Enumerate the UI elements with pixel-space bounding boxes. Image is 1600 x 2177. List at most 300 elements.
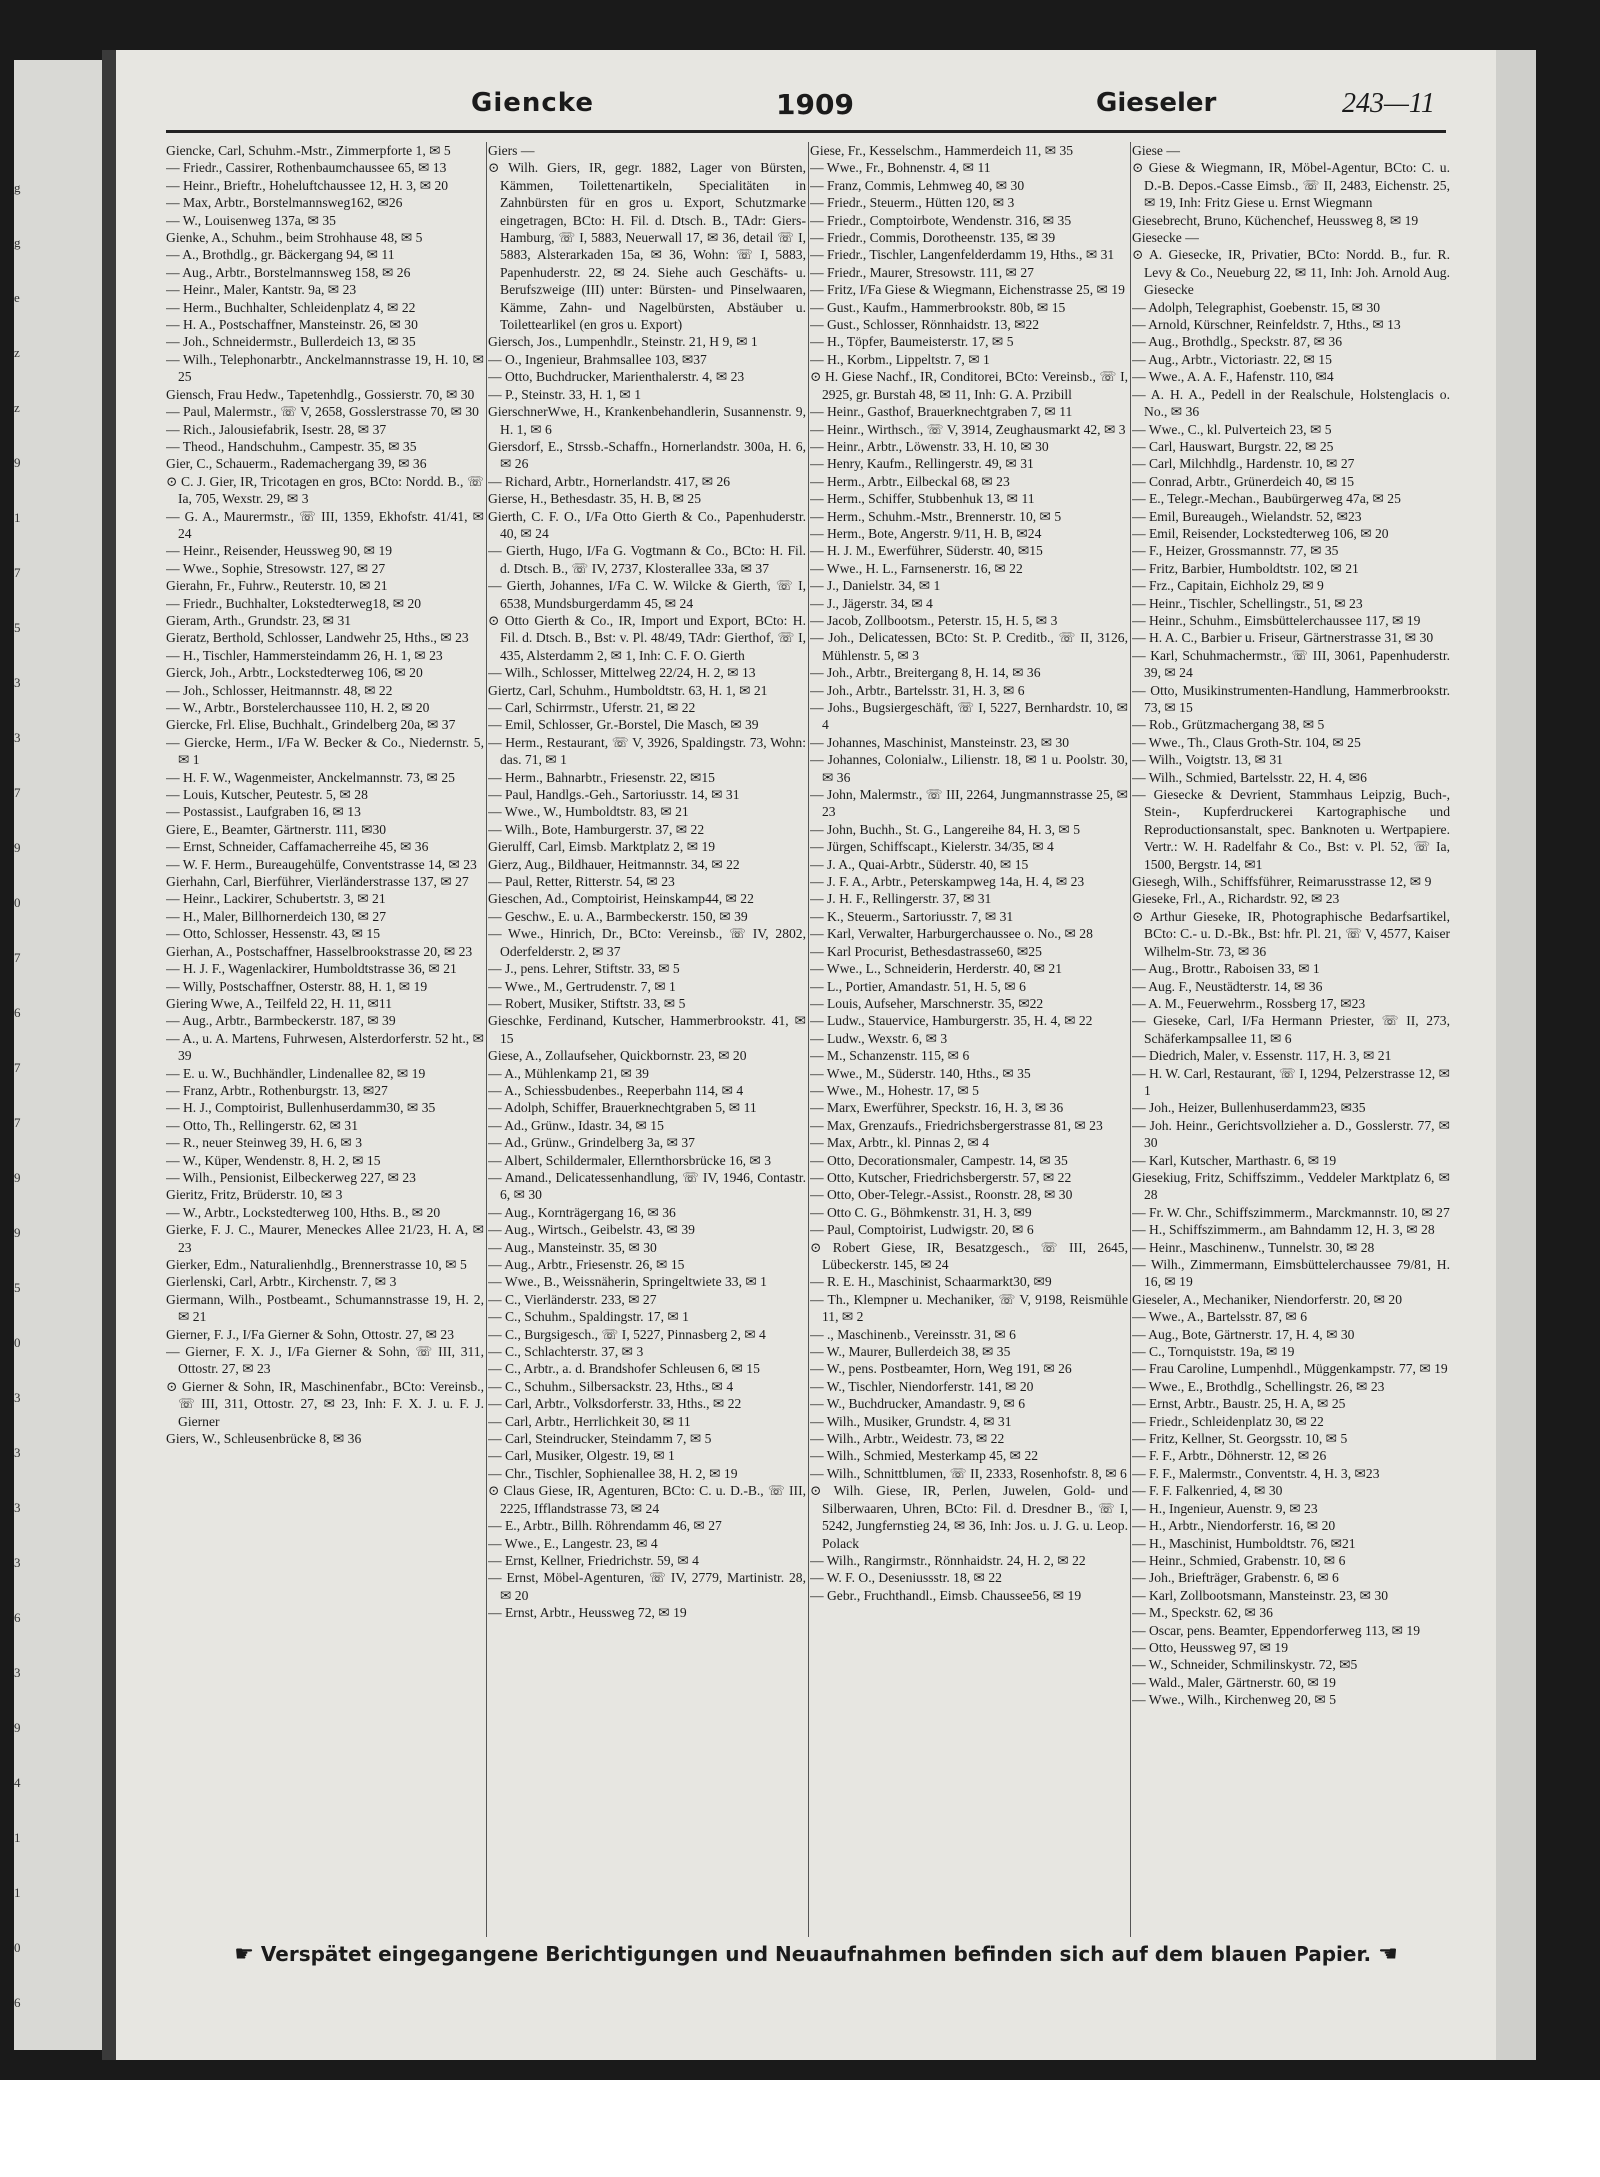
- directory-entry: Gierse, H., Bethesdastr. 35, H. B, ✉ 25: [488, 491, 702, 507]
- directory-entry: — Wwe., Hinrich, Dr., BCto: Vereinsb., ☏ IV, 2802, Oderfelderstr. 2, ✉ 37: [488, 926, 806, 959]
- directory-entry: — Ad., Grünw., Grindelberg 3a, ✉ 37: [488, 1135, 695, 1151]
- book-gutter: [102, 50, 116, 2060]
- directory-entry: — Ernst, Schneider, Caffamacherreihe 45, ✉ 36: [166, 839, 429, 855]
- directory-entry: — Wwe., Wilh., Kirchenweg 20, ✉ 5: [1132, 1692, 1337, 1708]
- directory-entry: — H. J. M., Ewerführer, Süderstr. 40, ✉15: [810, 543, 1043, 559]
- directory-entry: ⊙ Giese & Wiegmann, IR, Möbel-Agentur, BCto: C. u. D.-B. Depos.-Casse Eimsb., ☏ II, 2483, Eichenstr. 25, ✉ 19, Inh: Fritz Giese u. Ernst Wiegmann: [1132, 160, 1450, 211]
- directory-entry: — Th., Klempner u. Mechaniker, ☏ V, 9198, Reismühle 11, ✉ 2: [810, 1291, 1128, 1325]
- directory-entry: — Franz, Commis, Lehmweg 40, ✉ 30: [810, 177, 1025, 193]
- directory-entry: — J., Jägerstr. 34, ✉ 4: [810, 595, 933, 611]
- directory-entry: — Emil, Reisender, Lockstedterweg 106, ✉ 20: [1132, 525, 1389, 541]
- directory-entry: — Aug., Mansteinstr. 35, ✉ 30: [488, 1239, 657, 1255]
- directory-entry: — Wwe., H. L., Farnsenerstr. 16, ✉ 22: [810, 560, 1023, 576]
- directory-entry: — H. A. C., Barbier u. Friseur, Gärtnerstrasse 31, ✉ 30: [1132, 630, 1434, 646]
- directory-entry: — Adolph, Telegraphist, Goebenstr. 15, ✉ 30: [1132, 299, 1381, 315]
- directory-entry: ⊙ Wilh. Giese, IR, Perlen, Juwelen, Gold- und Silberwaaren, Uhren, BCto: Fil. d. Dresdner B., ☏ I, 5242, Jungfernstieg 24, ✉ 36, Inh: Jos. u. J. G. u. Leop. Polack: [810, 1483, 1128, 1551]
- directory-entry: — Wwe., M., Hohestr. 17, ✉ 5: [810, 1082, 979, 1098]
- directory-entry: — Gust., Kaufm., Hammerbrookstr. 80b, ✉ 15: [810, 299, 1066, 315]
- directory-entry: Giers —: [488, 143, 535, 158]
- directory-entry: Gierke, F. J. C., Maurer, Meneckes Allee 21/23, H. A, ✉ 23: [166, 1222, 484, 1255]
- directory-entry: — Wwe., C., kl. Pulverteich 23, ✉ 5: [1132, 421, 1332, 437]
- directory-entry: — Heinr., Maschinenw., Tunnelstr. 30, ✉ 28: [1132, 1239, 1375, 1255]
- directory-entry: — Joh., Arbtr., Breitergang 8, H. 14, ✉ 36: [810, 665, 1041, 681]
- column-divider: [808, 142, 809, 1937]
- directory-entry: — H. A., Postschaffner, Mansteinstr. 26, ✉ 30: [166, 317, 418, 333]
- directory-entry: GierschnerWwe, H., Krankenbehandlerin, Susannenstr. 9, H. 1, ✉ 6: [488, 404, 806, 437]
- previous-page-fragment: 4: [14, 1775, 21, 1790]
- directory-entry: — Wald., Maler, Gärtnerstr. 60, ✉ 19: [1132, 1674, 1336, 1690]
- column-divider: [1130, 142, 1131, 1937]
- directory-entry: — Heinr., Lackirer, Schubertstr. 3, ✉ 21: [166, 891, 386, 907]
- directory-entry: — ., Maschinenb., Vereinsstr. 31, ✉ 6: [810, 1326, 1016, 1342]
- directory-entry: — W., Tischler, Niendorferstr. 141, ✉ 20: [810, 1378, 1034, 1394]
- directory-entry: — Carl, Arbtr., Herrlichkeit 30, ✉ 11: [488, 1413, 691, 1429]
- directory-entry: — Ernst, Arbtr., Heussweg 72, ✉ 19: [488, 1605, 687, 1621]
- directory-entry: — M., Speckstr. 62, ✉ 36: [1132, 1605, 1273, 1621]
- directory-entry: — Friedr., Buchhalter, Lokstedterweg18, ✉ 20: [166, 595, 422, 611]
- directory-entry: — W. F. Herm., Bureaugehülfe, Conventstrasse 14, ✉ 23: [166, 856, 477, 872]
- directory-entry: Giertz, Carl, Schuhm., Humboldtstr. 63, H. 1, ✉ 21: [488, 682, 768, 698]
- directory-entry: — Gierth, Johannes, I/Fa C. W. Wilcke & Gierth, ☏ I, 6538, Mundsburgerdamm 45, ✉ 24: [488, 578, 806, 611]
- directory-entry: — Franz, Arbtr., Rothenburgstr. 13, ✉27: [166, 1082, 388, 1098]
- directory-entry: — Wwe., Fr., Bohnenstr. 4, ✉ 11: [810, 160, 991, 176]
- directory-entry: — Friedr., Schleidenplatz 30, ✉ 22: [1132, 1413, 1324, 1429]
- directory-entry: Gierlenski, Carl, Arbtr., Kirchenstr. 7, ✉ 3: [166, 1274, 397, 1290]
- directory-entry: — C., Schuhm., Spaldingstr. 17, ✉ 1: [488, 1309, 689, 1325]
- directory-entry: — W., Maurer, Bullerdeich 38, ✉ 35: [810, 1344, 1011, 1360]
- directory-entry: — Emil, Schlosser, Gr.-Borstel, Die Masch, ✉ 39: [488, 717, 759, 733]
- directory-entry: — Heinr., Arbtr., Löwenstr. 33, H. 10, ✉ 30: [810, 438, 1049, 454]
- header-last-entry: Gieseler: [1096, 88, 1217, 118]
- directory-entry: — Joh., Briefträger, Grabenstr. 6, ✉ 6: [1132, 1570, 1339, 1586]
- directory-entry: — Wilh., Schmied, Bartelsstr. 22, H. 4, ✉6: [1132, 769, 1367, 785]
- previous-page-fragment: 3: [14, 730, 21, 745]
- directory-entry: — Frau Caroline, Lumpenhdl., Müggenkampstr. 77, ✉ 19: [1132, 1361, 1448, 1377]
- column-divider: [486, 142, 487, 1937]
- previous-page-fragment: 7: [14, 1115, 21, 1130]
- directory-entry: — Joh., Delicatessen, BCto: St. P. Creditb., ☏ II, 3126, Mühlenstr. 5, ✉ 3: [810, 630, 1128, 663]
- directory-entry: — J. H. F., Rellingerstr. 37, ✉ 31: [810, 891, 992, 907]
- directory-entry: — Albert, Schildermaler, Ellernthorsbrücke 16, ✉ 3: [488, 1152, 772, 1168]
- directory-entry: — Henry, Kaufm., Rellingerstr. 49, ✉ 31: [810, 456, 1034, 472]
- previous-page-fragment: 1: [14, 1885, 21, 1900]
- directory-entry: Gieschke, Ferdinand, Kutscher, Hammerbrookstr. 41, ✉ 15: [488, 1013, 806, 1046]
- directory-entry: ⊙ A. Giesecke, IR, Privatier, BCto: Nordd. B., fur. R. Levy & Co., Neueburg 22, ✉ 11, Inh: Joh. Arnold Aug. Giesecke: [1132, 247, 1450, 298]
- directory-entry: Giercke, Frl. Elise, Buchhalt., Grindelberg 20a, ✉ 37: [166, 717, 456, 733]
- directory-entry: Gieratz, Berthold, Schlosser, Landwehr 25, Hths., ✉ 23: [166, 630, 469, 646]
- directory-entry: — R. E. H., Maschinist, Schaarmarkt30, ✉9: [810, 1274, 1052, 1290]
- directory-entry: — Postassist., Laufgraben 16, ✉ 13: [166, 804, 361, 820]
- directory-entry: — A. H. A., Pedell in der Realschule, Holstenglacis o. No., ✉ 36: [1132, 386, 1450, 420]
- directory-entry: — J. A., Quai-Arbtr., Süderstr. 40, ✉ 15: [810, 856, 1029, 872]
- previous-page-fragment: z: [14, 400, 20, 415]
- directory-entry: Giermann, Wilh., Postbeamt., Schumannstrasse 19, H. 2, ✉ 21: [166, 1291, 484, 1325]
- directory-entry: — H., Töpfer, Baumeisterstr. 17, ✉ 5: [810, 334, 1014, 350]
- directory-entry: — Wilh., Schnittblumen, ☏ II, 2333, Rosenhofstr. 8, ✉ 6: [810, 1465, 1127, 1481]
- directory-entry: Giersdorf, E., Strssb.-Schaffn., Hornerlandstr. 300a, H. 6, ✉ 26: [488, 438, 806, 472]
- directory-entry: — Wwe., E., Brothdlg., Schellingstr. 26, ✉ 23: [1132, 1378, 1385, 1394]
- directory-entry: ⊙ Claus Giese, IR, Agenturen, BCto: C. u. D.-B., ☏ III, 2225, Ifflandstrasse 73, ✉ 24: [488, 1483, 806, 1516]
- directory-entry: — Herm., Bahnarbtr., Friesenstr. 22, ✉15: [488, 769, 715, 785]
- directory-entry: — Rob., Grützmachergang 38, ✉ 5: [1132, 717, 1325, 733]
- directory-entry: Giese, A., Zollaufseher, Quickbornstr. 23, ✉ 20: [488, 1048, 747, 1064]
- directory-entry: — Karl, Schuhmachermstr., ☏ III, 3061, Papenhuderstr. 39, ✉ 24: [1132, 647, 1450, 681]
- directory-entry: — Friedr., Steuerm., Hütten 120, ✉ 3: [810, 195, 1015, 211]
- directory-entry: — Wwe., E., Langestr. 23, ✉ 4: [488, 1535, 658, 1551]
- directory-entry: — Joh. Heinr., Gerichtsvollzieher a. D., Gosslerstr. 77, ✉ 30: [1132, 1117, 1450, 1151]
- header-year: 1909: [776, 88, 854, 121]
- directory-entry: — W., Schneider, Schmilinskystr. 72, ✉5: [1132, 1657, 1358, 1673]
- directory-entry: — J. F. A., Arbtr., Peterskampweg 14a, H. 4, ✉ 23: [810, 874, 1085, 890]
- directory-entry: — Paul, Comptoirist, Ludwigstr. 20, ✉ 6: [810, 1222, 1034, 1238]
- directory-entry: — Heinr., Reisender, Heussweg 90, ✉ 19: [166, 543, 393, 559]
- directory-entry: Gierker, Edm., Naturalienhdlg., Brennerstrasse 10, ✉ 5: [166, 1257, 467, 1272]
- directory-entry: — W. F. O., Deseniussstr. 18, ✉ 22: [810, 1570, 1002, 1586]
- page-number: 243—11: [1342, 88, 1435, 119]
- directory-entry: — Heinr., Schmied, Grabenstr. 10, ✉ 6: [1132, 1552, 1346, 1568]
- directory-entry: — Ad., Grünw., Idastr. 34, ✉ 15: [488, 1117, 664, 1133]
- directory-entry: — Karl, Kutscher, Marthastr. 6, ✉ 19: [1132, 1152, 1337, 1168]
- directory-entry: — Ludw., Stauervice, Hamburgerstr. 35, H. 4, ✉ 22: [810, 1013, 1093, 1029]
- directory-entry: Giersch, Jos., Lumpenhdlr., Steinstr. 21, H 9, ✉ 1: [488, 334, 758, 350]
- directory-entry: — C., Tornquiststr. 19a, ✉ 19: [1132, 1344, 1295, 1360]
- directory-entry: — Giesecke & Devrient, Stammhaus Leipzig, Buch-, Stein-, Kupferdruckerei Kartographische und Reproductionsanstalt, spec. Banknoten u. Wertpapiere. Vertr.: W. H. Radelfahr & Co., Bst: v. Pl. 52, ☏ Ia, 1500, Bergstr. 14, ✉1: [1132, 787, 1450, 872]
- directory-entry: — A., u. A. Martens, Fuhrwesen, Alsterdorferstr. 52 ht., ✉ 39: [166, 1030, 484, 1064]
- directory-entry: — Wilh., Musiker, Grundstr. 4, ✉ 31: [810, 1413, 1012, 1429]
- directory-entry: — Otto C. G., Böhmkenstr. 31, H. 3, ✉9: [810, 1204, 1032, 1220]
- directory-entry: — Wwe., W., Humboldtstr. 83, ✉ 21: [488, 804, 689, 820]
- directory-entry: — C., Burgsigesch., ☏ I, 5227, Pinnasberg 2, ✉ 4: [488, 1326, 766, 1342]
- previous-page-fragment: 6: [14, 1005, 21, 1020]
- directory-entry: — P., Steinstr. 33, H. 1, ✉ 1: [488, 386, 642, 402]
- directory-entry: — E., Telegr.-Mechan., Baubürgerweg 47a, ✉ 25: [1132, 491, 1401, 507]
- directory-entry: — Wilh., Bote, Hamburgerstr. 37, ✉ 22: [488, 821, 705, 837]
- directory-entry: — Otto, Decorationsmaler, Campestr. 14, ✉ 35: [810, 1152, 1068, 1168]
- directory-entry: — Marx, Ewerführer, Speckstr. 16, H. 3, ✉ 36: [810, 1100, 1064, 1116]
- directory-entry: Gieschen, Ad., Comptoirist, Heinskamp44, ✉ 22: [488, 891, 754, 907]
- directory-entry: — Wilh., Pensionist, Eilbeckerweg 227, ✉ 23: [166, 1169, 416, 1185]
- column-2: [488, 142, 806, 1942]
- directory-entry: — Karl, Verwalter, Harburgerchaussee o. No., ✉ 28: [810, 926, 1093, 942]
- directory-entry: — Max, Grenzaufs., Friedrichsbergerstrasse 81, ✉ 23: [810, 1117, 1103, 1133]
- directory-entry: — Rich., Jalousiefabrik, Isestr. 28, ✉ 37: [166, 421, 387, 437]
- directory-entry: — Conrad, Arbtr., Grünerdeich 40, ✉ 15: [1132, 473, 1355, 489]
- directory-entry: — C., Vierländerstr. 233, ✉ 27: [488, 1291, 657, 1307]
- directory-entry: — John, Malermstr., ☏ III, 2264, Jungmannstrasse 25, ✉ 23: [810, 787, 1128, 820]
- directory-entry: — John, Buchh., St. G., Langereihe 84, H. 3, ✉ 5: [810, 821, 1081, 837]
- directory-entry: — Aug., Arbtr., Borstelmannsweg 158, ✉ 26: [166, 264, 411, 280]
- directory-entry: — Herm., Buchhalter, Schleidenplatz 4, ✉ 22: [166, 299, 416, 315]
- directory-entry: Gierth, C. F. O., I/Fa Otto Gierth & Co., Papenhuderstr. 40, ✉ 24: [488, 508, 806, 541]
- previous-page-fragment: z: [14, 345, 20, 360]
- directory-entry: — Gust., Schlosser, Rönnhaidstr. 13, ✉22: [810, 317, 1040, 333]
- directory-entry: ⊙ C. J. Gier, IR, Tricotagen en gros, BCto: Nordd. B., ☏ Ia, 705, Wexstr. 29, ✉ 3: [166, 473, 484, 507]
- directory-entry: — F. F., Arbtr., Döhnerstr. 12, ✉ 26: [1132, 1448, 1327, 1464]
- directory-entry: — Herm., Bote, Angerstr. 9/11, H. B, ✉24: [810, 525, 1042, 541]
- directory-entry: — L., Portier, Amandastr. 51, H. 5, ✉ 6: [810, 978, 1026, 994]
- previous-page-fragment: e: [14, 290, 20, 305]
- directory-entry: — Aug., Brottr., Raboisen 33, ✉ 1: [1132, 961, 1320, 977]
- column-3: [810, 142, 1128, 1942]
- directory-entry: — M., Schanzenstr. 115, ✉ 6: [810, 1048, 970, 1064]
- directory-entry: — Ernst, Arbtr., Baustr. 25, H. A, ✉ 25: [1132, 1396, 1346, 1412]
- directory-entry: — J., pens. Lehrer, Stiftstr. 33, ✉ 5: [488, 961, 680, 977]
- directory-entry: — Wilh., Rangirmstr., Rönnhaidstr. 24, H. 2, ✉ 22: [810, 1552, 1086, 1568]
- directory-entry: — Heinr., Wirthsch., ☏ V, 3914, Zeughausmarkt 42, ✉ 3: [810, 421, 1126, 437]
- directory-entry: — Frz., Capitain, Eichholz 29, ✉ 9: [1132, 578, 1324, 594]
- directory-entry: — Carl, Steindrucker, Steindamm 7, ✉ 5: [488, 1431, 712, 1447]
- directory-entry: — A., Brothdlg., gr. Bäckergang 94, ✉ 11: [166, 247, 395, 263]
- directory-entry: — Herm., Arbtr., Eilbeckal 68, ✉ 23: [810, 473, 1010, 489]
- directory-entry: — Otto, Heussweg 97, ✉ 19: [1132, 1639, 1289, 1655]
- directory-entry: Giesekiug, Fritz, Schiffszimm., Veddeler Marktplatz 6, ✉ 28: [1132, 1169, 1450, 1203]
- directory-entry: — Fritz, Kellner, St. Georgsstr. 10, ✉ 5: [1132, 1431, 1348, 1447]
- directory-entry: — E. u. W., Buchhändler, Lindenallee 82, ✉ 19: [166, 1065, 426, 1081]
- previous-page-fragment: 7: [14, 950, 21, 965]
- directory-entry: — W., Louisenweg 137a, ✉ 35: [166, 212, 336, 228]
- directory-entry: — Johannes, Colonialw., Lilienstr. 18, ✉ 1 u. Poolstr. 30, ✉ 36: [810, 752, 1128, 785]
- directory-entry: — H., Arbtr., Niendorferstr. 16, ✉ 20: [1132, 1518, 1336, 1534]
- previous-page-fragment: 0: [14, 895, 21, 910]
- directory-entry: — E., Arbtr., Billh. Röhrendamm 46, ✉ 27: [488, 1518, 722, 1534]
- directory-entry: Gierulff, Carl, Eimsb. Marktplatz 2, ✉ 19: [488, 839, 716, 855]
- directory-entry: — K., Steuerm., Sartoriusstr. 7, ✉ 31: [810, 908, 1014, 924]
- directory-entry: Giesegh, Wilh., Schiffsführer, Reimarusstrasse 12, ✉ 9: [1132, 874, 1432, 890]
- directory-entry: — F. F., Malermstr., Conventstr. 4, H. 3, ✉23: [1132, 1465, 1380, 1481]
- directory-entry: Gienke, A., Schuhm., beim Strohhause 48, ✉ 5: [166, 230, 423, 246]
- directory-entry: — C., Schuhm., Silbersackstr. 23, Hths., ✉ 4: [488, 1378, 734, 1394]
- footer-text: Verspätet eingegangene Berichtigungen und Neuaufnahmen befinden sich auf dem blauen Papier.: [260, 1942, 1372, 1966]
- directory-entry: — C., Schlachterstr. 37, ✉ 3: [488, 1344, 644, 1360]
- directory-entry: — Friedr., Tischler, Langenfelderdamm 19, Hths., ✉ 31: [810, 247, 1115, 263]
- directory-entry: — A. M., Feuerwehrm., Rossberg 17, ✉23: [1132, 995, 1366, 1011]
- directory-entry: — Fritz, Barbier, Humboldtstr. 102, ✉ 21: [1132, 560, 1359, 576]
- directory-entry: — Wilh., Arbtr., Weidestr. 73, ✉ 22: [810, 1431, 1005, 1447]
- directory-entry: — Heinr., Maler, Kantstr. 9a, ✉ 23: [166, 282, 357, 298]
- previous-page-fragment: 3: [14, 1555, 21, 1570]
- directory-entry: Gier, C., Schauerm., Rademachergang 39, ✉ 36: [166, 456, 427, 472]
- directory-entry: — H. W. Carl, Restaurant, ☏ I, 1294, Pelzerstrasse 12, ✉ 1: [1132, 1065, 1450, 1098]
- directory-entry: — Friedr., Maurer, Stresowstr. 111, ✉ 27: [810, 264, 1034, 280]
- directory-entry: — F. F. Falkenried, 4, ✉ 30: [1132, 1483, 1283, 1499]
- directory-entry: — H., Korbm., Lippeltstr. 7, ✉ 1: [810, 351, 990, 367]
- directory-entry: ⊙ Arthur Gieseke, IR, Photographische Bedarfsartikel, BCto: C.- u. D.-Bk., Bst: hfr. Pl. 21, ☏ V, 4577, Kaiser Wilhelm-Str. 73, ✉ 36: [1132, 908, 1450, 959]
- directory-entry: — Paul, Handlgs.-Geh., Sartoriusstr. 14, ✉ 31: [488, 787, 740, 803]
- directory-entry: — Otto, Musikinstrumenten-Handlung, Hammerbrookstr. 73, ✉ 15: [1132, 682, 1450, 715]
- directory-entry: — Aug., Arbtr., Victoriastr. 22, ✉ 15: [1132, 351, 1332, 367]
- directory-entry: — Johannes, Maschinist, Mansteinstr. 23, ✉ 30: [810, 734, 1070, 750]
- directory-entry: — Friedr., Comptoirbote, Wendenstr. 316, ✉ 35: [810, 212, 1072, 228]
- directory-entry: — Aug., Wirtsch., Geibelstr. 43, ✉ 39: [488, 1222, 695, 1238]
- previous-page-fragment: 1: [14, 1830, 21, 1845]
- directory-entry: — Joh., Schneidermstr., Bullerdeich 13, ✉ 35: [166, 334, 416, 350]
- directory-entry: — Robert, Musiker, Stiftstr. 33, ✉ 5: [488, 995, 686, 1011]
- directory-entry: — Aug., Kornträgergang 16, ✉ 36: [488, 1204, 676, 1220]
- directory-entry: — Otto, Ober-Telegr.-Assist., Roonstr. 28, ✉ 30: [810, 1187, 1073, 1203]
- directory-entry: — Louis, Aufseher, Marschnerstr. 35, ✉22: [810, 995, 1044, 1011]
- previous-page-fragment: 9: [14, 1170, 21, 1185]
- directory-entry: — H., Tischler, Hammersteindamm 26, H. 1, ✉ 23: [166, 647, 443, 663]
- directory-entry: — Wwe., B., Weissnäherin, Springeltwiete 33, ✉ 1: [488, 1274, 767, 1290]
- previous-page-fragment: 3: [14, 1445, 21, 1460]
- directory-entry: — Otto, Buchdrucker, Marienthalerstr. 4, ✉ 23: [488, 369, 745, 385]
- previous-page-fragment: 9: [14, 840, 21, 855]
- directory-entry: — Max, Arbtr., kl. Pinnas 2, ✉ 4: [810, 1135, 990, 1151]
- directory-entry: — Aug., Bote, Gärtnerstr. 17, H. 4, ✉ 30: [1132, 1326, 1355, 1342]
- directory-entry: — Carl, Hauswart, Burgstr. 22, ✉ 25: [1132, 438, 1334, 454]
- previous-page-fragment: 3: [14, 1665, 21, 1680]
- directory-entry: — Max, Arbtr., Borstelmannsweg162, ✉26: [166, 195, 403, 211]
- column-1: [166, 142, 484, 1942]
- directory-entry: — Carl, Musiker, Olgestr. 19, ✉ 1: [488, 1448, 675, 1464]
- directory-entry: Giese, Fr., Kesselschm., Hammerdeich 11, ✉ 35: [810, 143, 1074, 158]
- directory-entry: — W., pens. Postbeamter, Horn, Weg 191, ✉ 26: [810, 1361, 1072, 1377]
- page-header: [116, 88, 1496, 128]
- directory-entry: — Friedr., Commis, Dorotheenstr. 135, ✉ 39: [810, 230, 1056, 246]
- directory-entry: — Wwe., A., Bartelsstr. 87, ✉ 6: [1132, 1309, 1308, 1325]
- previous-page-fragment: 5: [14, 1280, 21, 1295]
- directory-entry: — Heinr., Brieftr., Hoheluftchaussee 12, H. 3, ✉ 20: [166, 177, 449, 193]
- directory-entry: — Heinr., Gasthof, Brauerknechtgraben 7, ✉ 11: [810, 404, 1073, 420]
- directory-entry: — H., Maler, Billhornerdeich 130, ✉ 27: [166, 908, 386, 924]
- next-page-edge: [1496, 50, 1536, 2060]
- directory-entry: — Arnold, Kürschner, Reinfeldstr. 7, Hths., ✉ 13: [1132, 317, 1401, 333]
- directory-entry: — Ernst, Kellner, Friedrichstr. 59, ✉ 4: [488, 1552, 699, 1568]
- directory-entry: — W., Küper, Wendenstr. 8, H. 2, ✉ 15: [166, 1152, 381, 1168]
- directory-entry: — Joh., Arbtr., Bartelsstr. 31, H. 3, ✉ 6: [810, 682, 1025, 698]
- directory-entry: Gierhahn, Carl, Bierführer, Vierländerstrasse 137, ✉ 27: [166, 874, 469, 890]
- directory-entry: Giering Wwe, A., Teilfeld 22, H. 11, ✉11: [166, 995, 393, 1011]
- directory-entry: — Joh., Heizer, Bullenhuserdamm23, ✉35: [1132, 1100, 1366, 1116]
- directory-entry: — Geschw., E. u. A., Barmbeckerstr. 150, ✉ 39: [488, 908, 748, 924]
- directory-entry: Gierner, F. J., I/Fa Gierner & Sohn, Ottostr. 27, ✉ 23: [166, 1326, 455, 1342]
- directory-entry: — H., Ingenieur, Auenstr. 9, ✉ 23: [1132, 1500, 1318, 1516]
- directory-entry: ⊙ Gierner & Sohn, IR, Maschinenfabr., BCto: Vereinsb., ☏ III, 311, Ottostr. 27, ✉ 23, Inh: F. X. J. u. F. J. Gierner: [166, 1378, 484, 1429]
- directory-entry: — Fr. W. Chr., Schiffszimmerm., Marckmannstr. 10, ✉ 27: [1132, 1204, 1450, 1220]
- directory-entry: — Richard, Arbtr., Hornerlandstr. 417, ✉ 26: [488, 473, 731, 489]
- directory-entry: — O., Ingenieur, Brahmsallee 103, ✉37: [488, 351, 707, 367]
- directory-entry: — Paul, Malermstr., ☏ V, 2658, Gosslerstrasse 70, ✉ 30: [166, 404, 479, 420]
- directory-entry: Gieseke, Frl., A., Richardstr. 92, ✉ 23: [1132, 891, 1340, 907]
- directory-entry: — Amand., Delicatessenhandlung, ☏ IV, 1946, Contastr. 6, ✉ 30: [488, 1169, 806, 1203]
- directory-entry: — G. A., Maurermstr., ☏ III, 1359, Ekhofstr. 41/41, ✉ 24: [166, 508, 484, 541]
- directory-entry: — Heinr., Schuhm., Eimsbüttelerchaussee 117, ✉ 19: [1132, 612, 1421, 628]
- directory-entry: — Friedr., Cassirer, Rothenbaumchaussee 65, ✉ 13: [166, 160, 447, 176]
- directory-entry: — Chr., Tischler, Sophienallee 38, H. 2, ✉ 19: [488, 1465, 738, 1481]
- directory-entry: — H., Schiffszimmerm., am Bahndamm 12, H. 3, ✉ 28: [1132, 1222, 1435, 1238]
- directory-entry: — Karl Procurist, Bethesdastrasse60, ✉25: [810, 943, 1042, 959]
- directory-entry: Gierz, Aug., Bildhauer, Heitmannstr. 34, ✉ 22: [488, 856, 740, 872]
- pointing-hand-left-icon: ☛: [234, 1942, 254, 1967]
- header-first-entry: Giencke: [471, 88, 595, 118]
- directory-entry: Gierahn, Fr., Fuhrw., Reuterstr. 10, ✉ 21: [166, 578, 388, 594]
- directory-entry: — Carl, Milchhdlg., Hardenstr. 10, ✉ 27: [1132, 456, 1355, 472]
- directory-entry: — Adolph, Schiffer, Brauerknechtgraben 5, ✉ 11: [488, 1100, 757, 1116]
- directory-entry: — Otto, Kutscher, Friedrichsbergerstr. 57, ✉ 22: [810, 1169, 1072, 1185]
- directory-entry: — J., Danielstr. 34, ✉ 1: [810, 578, 941, 594]
- directory-entry: — Wwe., A. A. F., Hafenstr. 110, ✉4: [1132, 369, 1334, 385]
- directory-entry: — Wwe., M., Süderstr. 140, Hths., ✉ 35: [810, 1065, 1031, 1081]
- directory-entry: — Oscar, pens. Beamter, Eppendorferweg 113, ✉ 19: [1132, 1622, 1421, 1638]
- directory-entry: Giensch, Frau Hedw., Tapetenhdlg., Gossierstr. 70, ✉ 30: [166, 386, 475, 402]
- previous-page-fragment: 9: [14, 1720, 21, 1735]
- directory-entry: — Ludw., Wexstr. 6, ✉ 3: [810, 1030, 948, 1046]
- directory-entry: — C., Arbtr., a. d. Brandshofer Schleusen 6, ✉ 15: [488, 1361, 760, 1377]
- directory-entry: — Wwe., M., Gertrudenstr. 7, ✉ 1: [488, 978, 676, 994]
- directory-entry: — Otto, Th., Rellingerstr. 62, ✉ 31: [166, 1117, 359, 1133]
- directory-entry: — Carl, Schirrmstr., Uferstr. 21, ✉ 22: [488, 700, 696, 715]
- directory-entry: — W., Buchdrucker, Amandastr. 9, ✉ 6: [810, 1396, 1026, 1412]
- directory-entry: Gierck, Joh., Arbtr., Lockstedterweg 106, ✉ 20: [166, 665, 423, 681]
- directory-entry: Giers, W., Schleusenbrücke 8, ✉ 36: [166, 1431, 362, 1447]
- previous-page-fragment: g: [14, 235, 21, 250]
- directory-entry: — Wwe., Th., Claus Groth-Str. 104, ✉ 25: [1132, 734, 1361, 750]
- directory-entry: — H., Maschinist, Humboldtstr. 76, ✉21: [1132, 1535, 1356, 1551]
- directory-entry: Gieseler, A., Mechaniker, Niendorferstr. 20, ✉ 20: [1132, 1291, 1403, 1307]
- directory-entry: — Herm., Schuhm.-Mstr., Brennerstr. 10, ✉ 5: [810, 508, 1062, 524]
- directory-entry: — Giercke, Herm., I/Fa W. Becker & Co., Niedernstr. 5, ✉ 1: [166, 734, 484, 768]
- directory-entry: — R., neuer Steinweg 39, H. 6, ✉ 3: [166, 1135, 363, 1151]
- directory-entry: — F., Heizer, Grossmannstr. 77, ✉ 35: [1132, 543, 1339, 559]
- directory-entry: Giese —: [1132, 143, 1180, 158]
- directory-entry: — Paul, Retter, Ritterstr. 54, ✉ 23: [488, 874, 675, 890]
- previous-page-fragment: 1: [14, 510, 21, 525]
- directory-entry: — W., Arbtr., Lockstedterweg 100, Hths. B., ✉ 20: [166, 1204, 441, 1220]
- directory-entry: — H. J., Comptoirist, Bullenhuserdamm30, ✉ 35: [166, 1100, 436, 1116]
- directory-entry: — Wilh., Schmied, Mesterkamp 45, ✉ 22: [810, 1448, 1039, 1464]
- directory-entry: ⊙ H. Giese Nachf., IR, Conditorei, BCto: Vereinsb., ☏ I, 2925, gr. Burstah 48, ✉ 11, Inh: G. A. Przibill: [810, 369, 1128, 402]
- directory-entry: — Wilh., Voigtstr. 13, ✉ 31: [1132, 752, 1283, 768]
- directory-entry: — Willy, Postschaffner, Osterstr. 88, H. 1, ✉ 19: [166, 978, 428, 994]
- directory-entry: — Wilh., Telephonarbtr., Anckelmannstrasse 19, H. 10, ✉ 25: [166, 351, 484, 385]
- directory-entry: — Karl, Zollbootsmann, Mansteinstr. 23, ✉ 30: [1132, 1587, 1389, 1603]
- directory-entry: — Wwe., L., Schneiderin, Herderstr. 40, ✉ 21: [810, 961, 1062, 977]
- directory-entry: Giesecke —: [1132, 230, 1199, 246]
- directory-entry: Giencke, Carl, Schuhm.-Mstr., Zimmerpforte 1, ✉ 5: [166, 143, 451, 158]
- directory-entry: ⊙ Wilh. Giers, IR, gegr. 1882, Lager von Bürsten, Kämmen, Toilettenartikeln, Specialitäten in Zahnbürsten für en gros u. Export, Schutzmarke eingetragen, BCto: H. Fil. d. Dtsch. B., TAdr: Giers-Hamburg, ☏ I, 5883, Neuerwall 17, ✉ 36, detail ☏ I, 5883, Alsterarkaden 15a, ✉ 36, Wohn: ☏ I, 5883, Papenhuderstr. 22, ✉ 24. Siehe auch Geschäfts- u. Berufszweige (III) unter: Bürsten- und Pinselwaaren, Kämme, Zahn- und Nagelbürsten, Abstäuber u. Toilettearlikel (en gros u. Export): [488, 160, 806, 333]
- previous-page-fragment: 7: [14, 565, 21, 580]
- pointing-hand-right-icon: ☚: [1378, 1942, 1398, 1967]
- previous-page-fragment: 0: [14, 1940, 21, 1955]
- directory-entry: — Theod., Handschuhm., Campestr. 35, ✉ 35: [166, 438, 417, 454]
- previous-page-fragment: 9: [14, 1225, 21, 1240]
- directory-entry: ⊙ Robert Giese, IR, Besatzgesch., ☏ III, 2645, Lübeckerstr. 145, ✉ 24: [810, 1239, 1128, 1272]
- previous-page-fragment: 5: [14, 620, 21, 635]
- directory-entry: — Louis, Kutscher, Peutestr. 5, ✉ 28: [166, 787, 368, 803]
- directory-entry: — Aug. F., Neustädterstr. 14, ✉ 36: [1132, 978, 1323, 994]
- previous-page-fragment: 3: [14, 1390, 21, 1405]
- directory-entry: — A., Schiessbudenbes., Reeperbahn 114, ✉ 4: [488, 1082, 744, 1098]
- previous-page-fragment: 6: [14, 1610, 21, 1625]
- directory-entry: — H. F. W., Wagenmeister, Anckelmannstr. 73, ✉ 25: [166, 769, 455, 785]
- directory-entry: — Diedrich, Maler, v. Essenstr. 117, H. 3, ✉ 21: [1132, 1048, 1392, 1064]
- directory-entry: — W., Arbtr., Borstelerchaussee 110, H. 2, ✉ 20: [166, 700, 430, 715]
- directory-entry: — Joh., Schlosser, Heitmannstr. 48, ✉ 22: [166, 682, 393, 698]
- directory-entry: — Gebr., Fruchthandl., Eimsb. Chaussee56, ✉ 19: [810, 1587, 1082, 1603]
- directory-entry: Gierhan, A., Postschaffner, Hasselbrookstrasse 20, ✉ 23: [166, 943, 473, 959]
- directory-entry: Gieritz, Fritz, Brüderstr. 10, ✉ 3: [166, 1187, 343, 1203]
- directory-entry: — Heinr., Tischler, Schellingstr., 51, ✉ 23: [1132, 595, 1363, 611]
- previous-page-edge: [14, 60, 102, 2050]
- directory-entry: — Carl, Arbtr., Volksdorferstr. 33, Hths., ✉ 22: [488, 1396, 742, 1412]
- directory-entry: — Aug., Brothdlg., Speckstr. 87, ✉ 36: [1132, 334, 1343, 350]
- directory-entry: — Ernst, Möbel-Agenturen, ☏ IV, 2779, Martinistr. 28, ✉ 20: [488, 1570, 806, 1603]
- column-4: [1132, 142, 1450, 1942]
- directory-entry: — Gieseke, Carl, I/Fa Hermann Priester, ☏ II, 273, Schäferkampsallee 11, ✉ 6: [1132, 1013, 1450, 1046]
- previous-page-fragment: 6: [14, 1995, 21, 2010]
- directory-entry: — Emil, Bureaugeh., Wielandstr. 52, ✉23: [1132, 508, 1362, 524]
- directory-entry: Gieram, Arth., Grundstr. 23, ✉ 31: [166, 612, 352, 628]
